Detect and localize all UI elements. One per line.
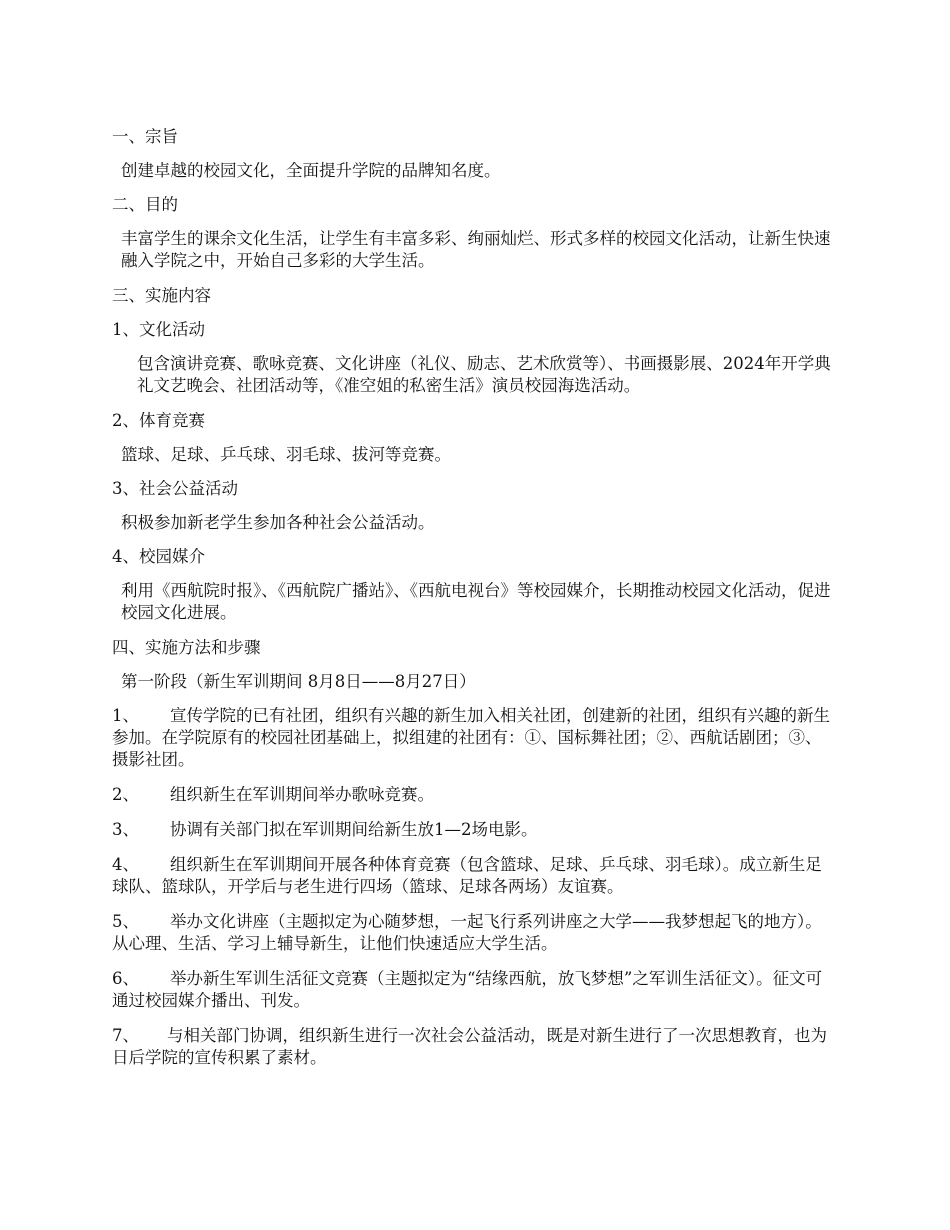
sports-text: 篮球、足球、乒乓球、羽毛球、拔河等竞赛。 [121,445,451,464]
document-body [112,126,834,1069]
list-item-text: 与相关部门协调，组织新生进行一次社会公益活动，既是对新生进行了一次思想教育，也为日后学院的宣传积累了素材。 [112,1026,827,1067]
list-item-number: 7、 [112,1026,139,1045]
goal-text: 丰富学生的课余文化生活，让学生有丰富多彩、绚丽灿烂、形式多样的校园文化活动，让新生快速融入学院之中，开始自己多彩的大学生活。 [121,229,831,270]
list-item [112,784,834,806]
list-item-text: 组织新生在军训期间开展各种体育竞赛（包含篮球、足球、乒乓球、羽毛球）。成立新生足球队、篮球队，开学后与老生进行四场（篮球、足球各两场）友谊赛。 [112,855,822,896]
list-item-number: 3、 [112,820,139,839]
section-heading-purpose: 一、宗旨 [112,127,178,146]
list-item-text: 组织新生在军训期间举办歌咏竞赛。 [170,785,434,804]
subsection-heading-culture: 1、文化活动 [112,320,205,339]
list-item-text: 协调有关部门拟在军训期间给新生放1—2场电影。 [170,820,538,839]
phase-one-title: 第一阶段（新生军训期间 8月8日——8月27日） [121,672,476,691]
list-item [112,819,834,841]
list-item [112,911,834,955]
list-item [112,968,834,1012]
list-item-number: 2、 [112,785,139,804]
culture-text: 包含演讲竞赛、歌咏竞赛、文化讲座（礼仪、励志、艺术欣赏等）、书画摄影展、2024年开学典礼文艺晚会、社团活动等，《准空姐的私密生活》演员校园海选活动。 [137,354,831,395]
section-heading-method: 四、实施方法和步骤 [112,638,261,657]
list-item-number: 1、 [112,706,139,725]
list-item [112,705,834,771]
section-heading-goal: 二、目的 [112,195,178,214]
list-item-number: 4、 [112,855,139,874]
list-item-number: 5、 [112,912,139,931]
list-item-text: 宣传学院的已有社团，组织有兴趣的新生加入相关社团，创建新的社团，组织有兴趣的新生参加。在学院原有的校园社团基础上，拟组建的社团有：①、国标舞社团；②、西航话剧团；③、摄影社团。 [112,706,830,769]
charity-text: 积极参加新老学生参加各种社会公益活动。 [121,513,435,532]
list-item-text: 举办文化讲座（主题拟定为心随梦想，一起飞行系列讲座之大学——我梦想起飞的地方）。从心理、生活、学习上辅导新生，让他们快速适应大学生活。 [112,912,822,953]
subsection-heading-sports: 2、体育竞赛 [112,411,205,430]
list-item-number: 6、 [112,969,139,988]
subsection-heading-charity: 3、社会公益活动 [112,479,238,498]
section-heading-content: 三、实施内容 [112,286,211,305]
list-item [112,854,834,898]
purpose-text: 创建卓越的校园文化，全面提升学院的品牌知名度。 [121,161,501,180]
list-item [112,1025,834,1069]
media-text: 利用《西航院时报》、《西航院广播站》、《西航电视台》等校园媒介，长期推动校园文化活动，促进校园文化进展。 [121,581,831,622]
subsection-heading-media: 4、校园媒介 [112,547,205,566]
list-item-text: 举办新生军训生活征文竞赛（主题拟定为“结缘西航，放飞梦想”之军训生活征文）。征文可通过校园媒介播出、刊发。 [112,969,823,1010]
